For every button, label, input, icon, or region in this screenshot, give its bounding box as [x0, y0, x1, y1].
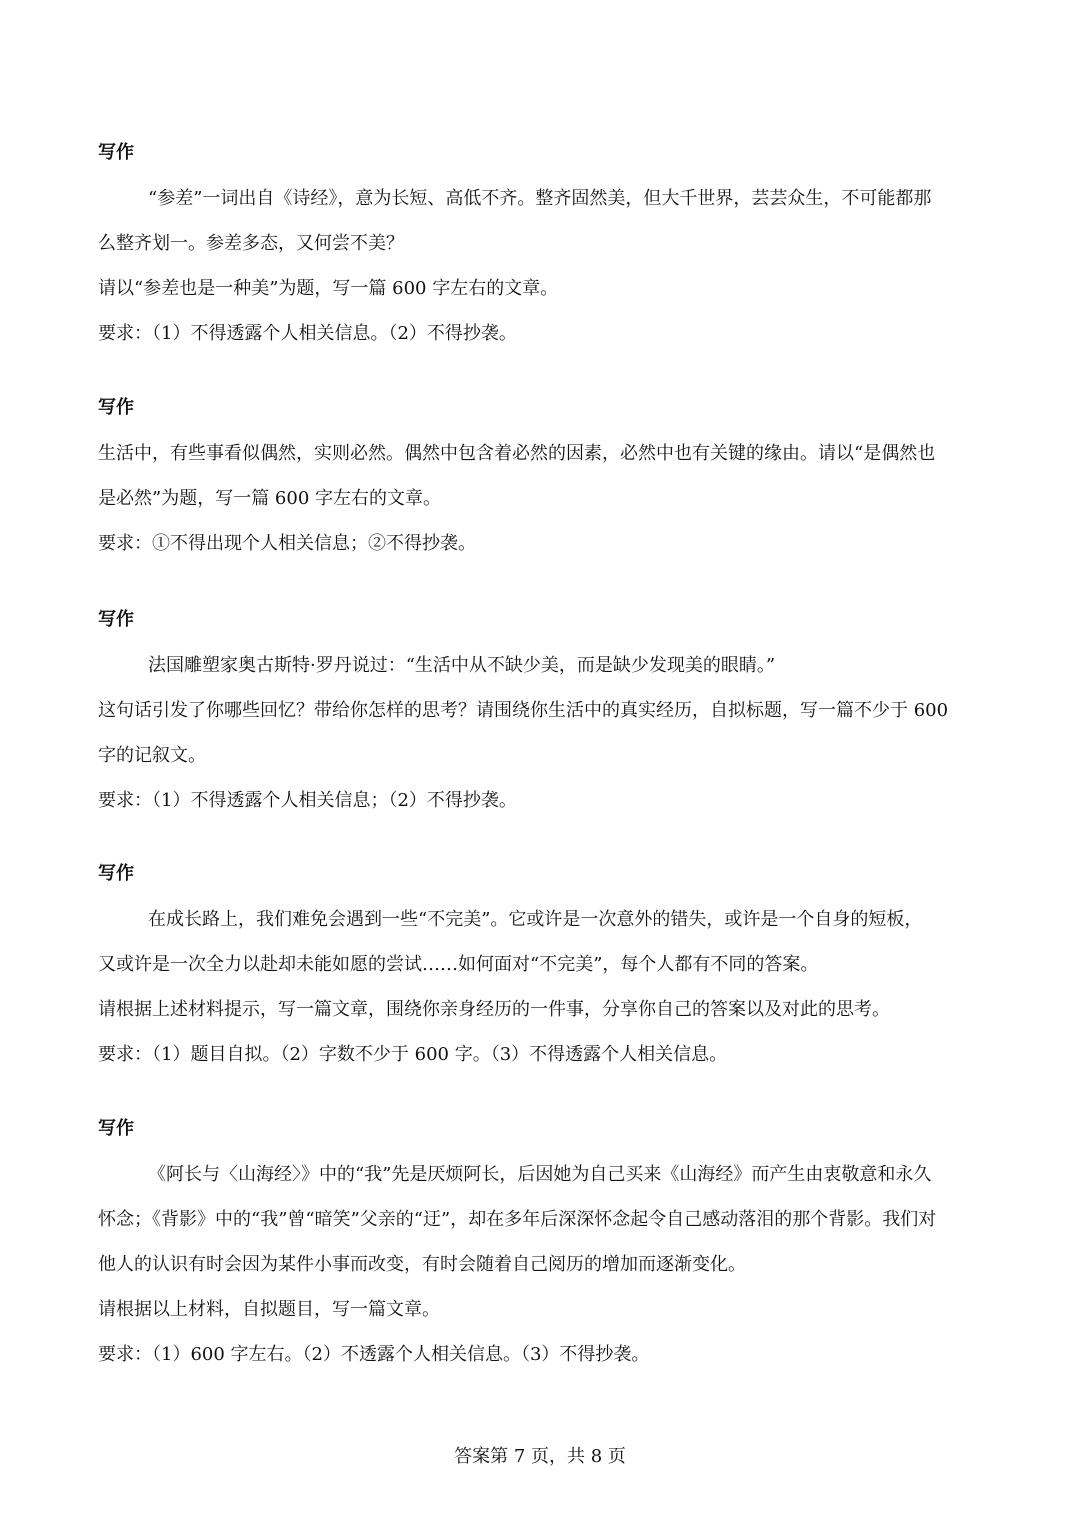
page-footer: 答案第 7 页，共 8 页 [454, 1446, 626, 1467]
section-heading: 写作 [98, 863, 134, 884]
prompt-requirements: 要求：（1）不得透露个人相关信息。（2）不得抄袭。 [98, 323, 517, 344]
prompt-instruction: 请根据上述材料提示，写一篇文章，围绕你亲身经历的一件事，分享你自己的答案以及对此的思考。 [98, 999, 890, 1020]
prompt-text-line: 生活中，有些事看似偶然，实则必然。偶然中包含着必然的因素，必然中也有关键的缘由。请以“是偶然也 [98, 443, 936, 464]
prompt-text-line: 在成长路上，我们难免会遇到一些“不完美”。它或许是一次意外的错失，或许是一个自身的短板， [148, 909, 923, 930]
prompt-requirements: 要求：（1）不得透露个人相关信息；（2）不得抄袭。 [98, 790, 517, 811]
prompt-text-line: 他人的认识有时会因为某件小事而改变，有时会随着自己阅历的增加而逐渐变化。 [98, 1254, 746, 1275]
section-heading: 写作 [98, 609, 134, 630]
section-heading: 写作 [98, 1118, 134, 1139]
prompt-text-line: 怀念；《背影》中的“我”曾“暗笑”父亲的“迂”，却在多年后深深怀念起令自己感动落泪的那个背影。我们对 [98, 1209, 937, 1230]
prompt-requirements: 要求：（1）题目自拟。（2）字数不少于 600 字。（3）不得透露个人相关信息。 [98, 1044, 728, 1065]
prompt-text-line: “参差”一词出自《诗经》，意为长短、高低不齐。整齐固然美，但大千世界，芸芸众生，不可能都那 [148, 188, 932, 209]
prompt-text-line: 字的记叙文。 [98, 745, 206, 766]
prompt-quote: 法国雕塑家奥古斯特·罗丹说过：“生活中从不缺少美，而是缺少发现美的眼睛。” [148, 655, 776, 676]
prompt-text-line: 么整齐划一。参差多态，又何尝不美？ [98, 233, 404, 254]
writing-prompt-3 [98, 607, 988, 823]
prompt-text-line: 这句话引发了你哪些回忆？带给你怎样的思考？请围绕你生活中的真实经历，自拟标题，写一篇不少于 600 [98, 700, 949, 721]
prompt-instruction: 请以“参差也是一种美”为题，写一篇 600 字左右的文章。 [98, 278, 559, 299]
prompt-text-line: 《阿长与〈山海经〉》中的“我”先是厌烦阿长，后因她为自己买来《山海经》而产生由衷敬意和永久 [148, 1164, 932, 1185]
section-heading: 写作 [98, 142, 134, 163]
prompt-requirements: 要求：①不得出现个人相关信息；②不得抄袭。 [98, 533, 476, 554]
section-heading: 写作 [98, 397, 134, 418]
writing-prompt-2 [98, 395, 988, 566]
writing-prompt-4 [98, 861, 988, 1077]
prompt-text-line: 是必然”为题，写一篇 600 字左右的文章。 [98, 488, 442, 509]
prompt-requirements: 要求：（1）600 字左右。（2）不透露个人相关信息。（3）不得抄袭。 [98, 1344, 650, 1365]
writing-prompt-1 [98, 140, 988, 356]
writing-prompt-5 [98, 1116, 988, 1377]
prompt-text-line: 又或许是一次全力以赴却未能如愿的尝试……如何面对“不完美”，每个人都有不同的答案。 [98, 954, 819, 975]
prompt-instruction: 请根据以上材料，自拟题目，写一篇文章。 [98, 1299, 440, 1320]
